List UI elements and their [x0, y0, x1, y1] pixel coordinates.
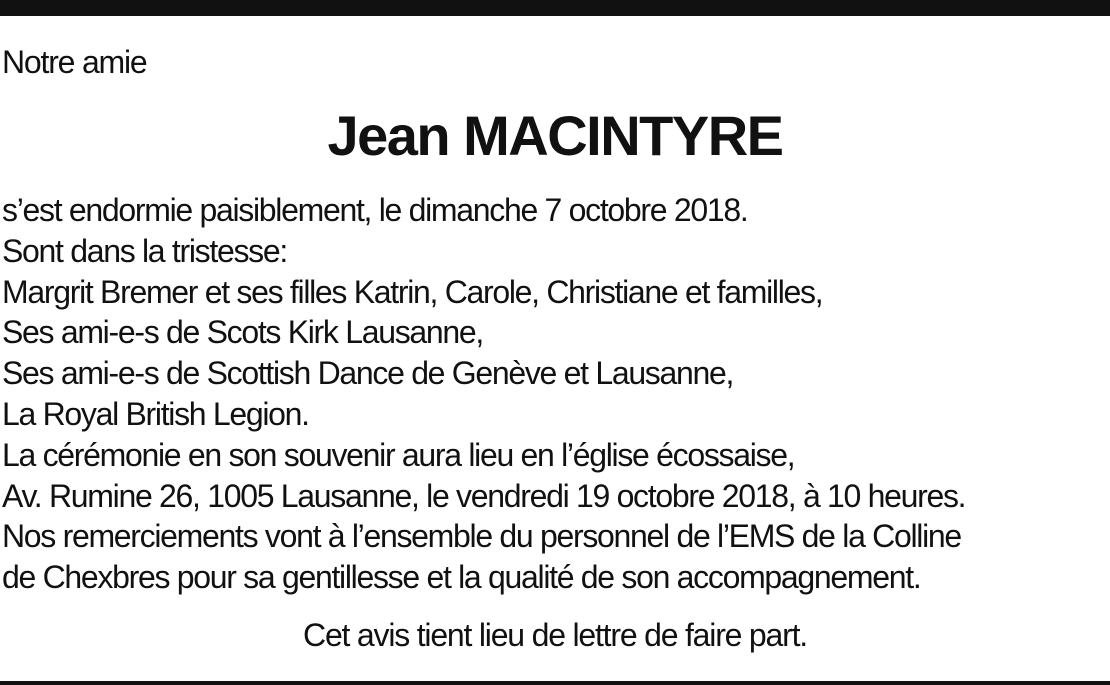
notice-line-thanks: Nos remerciements vont à l’ensemble du personnel de l’EMS de la Colline [2, 518, 961, 555]
deceased-name: Jean MACINTYRE [327, 104, 783, 167]
notice-line-ceremony: La cérémonie en son souvenir aura lieu en l’église écossaise, [2, 436, 795, 473]
notice-intro: Notre amie [2, 44, 147, 80]
notice-line-mourners-heading: Sont dans la tristesse: [2, 232, 287, 269]
notice-line-thanks-continued: de Chexbres pour sa gentillesse et la qualité de son accompagnement. [2, 559, 921, 596]
notice-line-friends-scottish-dance: Ses ami-e-s de Scottish Dance de Genève et Lausanne, [2, 355, 734, 392]
notice-line-friends-scots-kirk: Ses ami-e-s de Scots Kirk Lausanne, [2, 314, 483, 351]
notice-line-ceremony-address: Av. Rumine 26, 1005 Lausanne, le vendredi 19 octobre 2018, à 10 heures. [2, 477, 966, 514]
bottom-border-rule [0, 681, 1110, 685]
top-border-rule [0, 0, 1110, 16]
notice-body [2, 190, 1108, 598]
notice-closing: Cet avis tient lieu de lettre de faire part. [303, 617, 807, 653]
notice-line-family: Margrit Bremer et ses filles Katrin, Carole, Christiane et familles, [2, 273, 823, 310]
notice-line-passing: s’est endormie paisiblement, le dimanche 7 octobre 2018. [2, 192, 748, 228]
notice-line-royal-british-legion: La Royal British Legion. [2, 395, 309, 432]
